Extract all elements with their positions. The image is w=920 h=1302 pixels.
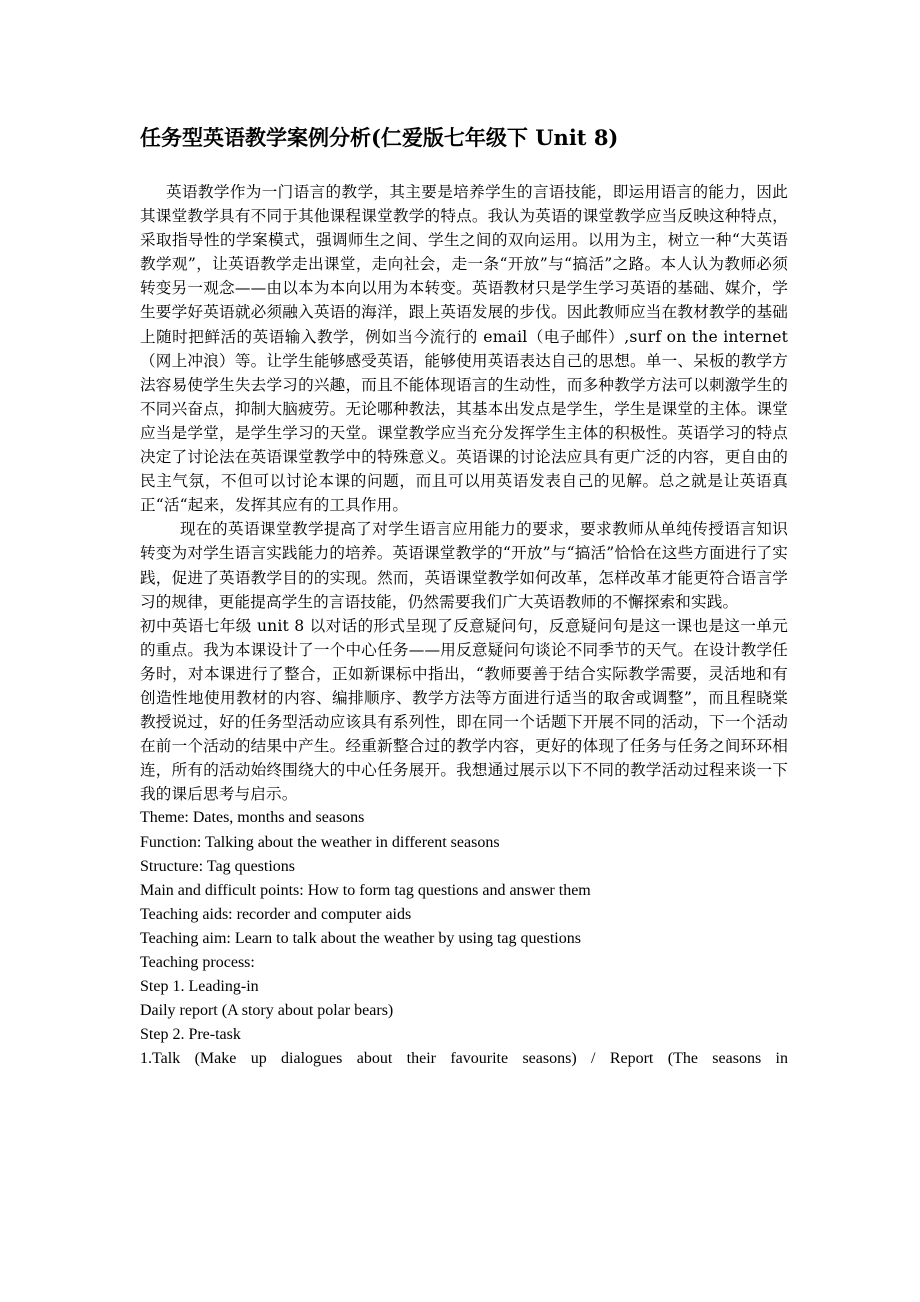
lesson-structure: Structure: Tag questions [140,857,296,875]
lesson-function: Function: Talking about the weather in different seasons [140,833,500,851]
step-2-heading: Step 2. Pre-task [140,1026,241,1044]
lesson-teaching-aids: Teaching aids: recorder and computer aids [140,905,412,923]
lesson-teaching-aim: Teaching aim: Learn to talk about the weather by using tag questions [140,929,581,947]
lesson-theme: Theme: Dates, months and seasons [140,809,365,827]
lesson-key-points: Main and difficult points: How to form tag questions and answer them [140,881,591,899]
step-2-activity-1: 1.Talk (Make up dialogues about their favourite seasons) / Report (The seasons in [140,1050,788,1068]
document-title: 任务型英语教学案例分析(仁爱版七年级下 Unit 8) [140,125,619,150]
paragraph-classroom-reform: 现在的英语课堂教学提高了对学生语言应用能力的要求，要求教师从单纯传授语言知识转变为对学生语言实践能力的培养。英语课堂教学的“开放”与“搞活”恰恰在这些方面进行了实践，促进了英语教学目的的实现。然而，英语课堂教学如何改革，怎样改革才能更符合语言学习的规律，更能提高学生的言语技能，仍然需要我们广大英语教师的不懈探索和实践。 [140,520,788,611]
teaching-process-heading: Teaching process: [140,954,255,971]
paragraph-unit-design: 初中英语七年级 unit 8 以对话的形式呈现了反意疑问句，反意疑问句是这一课也是这一单元的重点。我为本课设计了一个中心任务——用反意疑问句谈论不同季节的天气。在设计教学任务时，对本课进行了整合，正如新课标中指出，“教师要善于结合实际教学需要，灵活地和有创造性地使用教材的内容、编排顺序、教学方法等方面进行适当的取舍或调整”，而且程晓棠教授说过，好的任务型活动应该具有系列性，即在同一个话题下开展不同的活动，下一个活动在前一个活动的结果中产生。经重新整合过的教学内容，更好的体现了任务与任务之间环环相连，所有的活动始终围绕大的中心任务展开。我想通过展示以下不同的教学活动过程来谈一下我的课后思考与启示。 [140,616,788,804]
step-1-heading: Step 1. Leading-in [140,978,259,996]
step-1-activity: Daily report (A story about polar bears) [140,1002,394,1020]
document-body [140,180,788,1071]
paragraph-intro: 英语教学作为一门语言的教学，其主要是培养学生的言语技能，即运用语言的能力，因此其课堂教学具有不同于其他课程课堂教学的特点。我认为英语的课堂教学应当反映这种特点，采取指导性的学案模式，强调师生之间、学生之间的双向运用。以用为主，树立一种“大英语教学观”，让英语教学走出课堂，走向社会，走一条“开放”与“搞活”之路。本人认为教师必须转变另一观念——由以本为本向以用为本转变。英语教材只是学生学习英语的基础、媒介，学生要学好英语就必须融入英语的海洋，跟上英语发展的步伐。因此教师应当在教材教学的基础上随时把鲜活的英语输入教学，例如当今流行的 email（电子邮件）,surf on the internet（网上冲浪）等。让学生能够感受英语，能够使用英语表达自己的思想。单一、呆板的教学方法容易使学生失去学习的兴趣，而且不能体现语言的生动性，而多种教学方法可以刺激学生的不同兴奋点，抑制大脑疲劳。无论哪种教法，其基本出发点是学生，学生是课堂的主体。课堂应当是学堂，是学生学习的天堂。课堂教学应当充分发挥学生主体的积极性。英语学习的特点决定了讨论法在英语课堂教学中的特殊意义。英语课的讨论法应具有更广泛的内容，更自由的民主气氛，不但可以讨论本课的问题，而且可以用英语发表自己的见解。总之就是让英语真正“活“起来，发挥其应有的工具作用。 [140,183,788,515]
